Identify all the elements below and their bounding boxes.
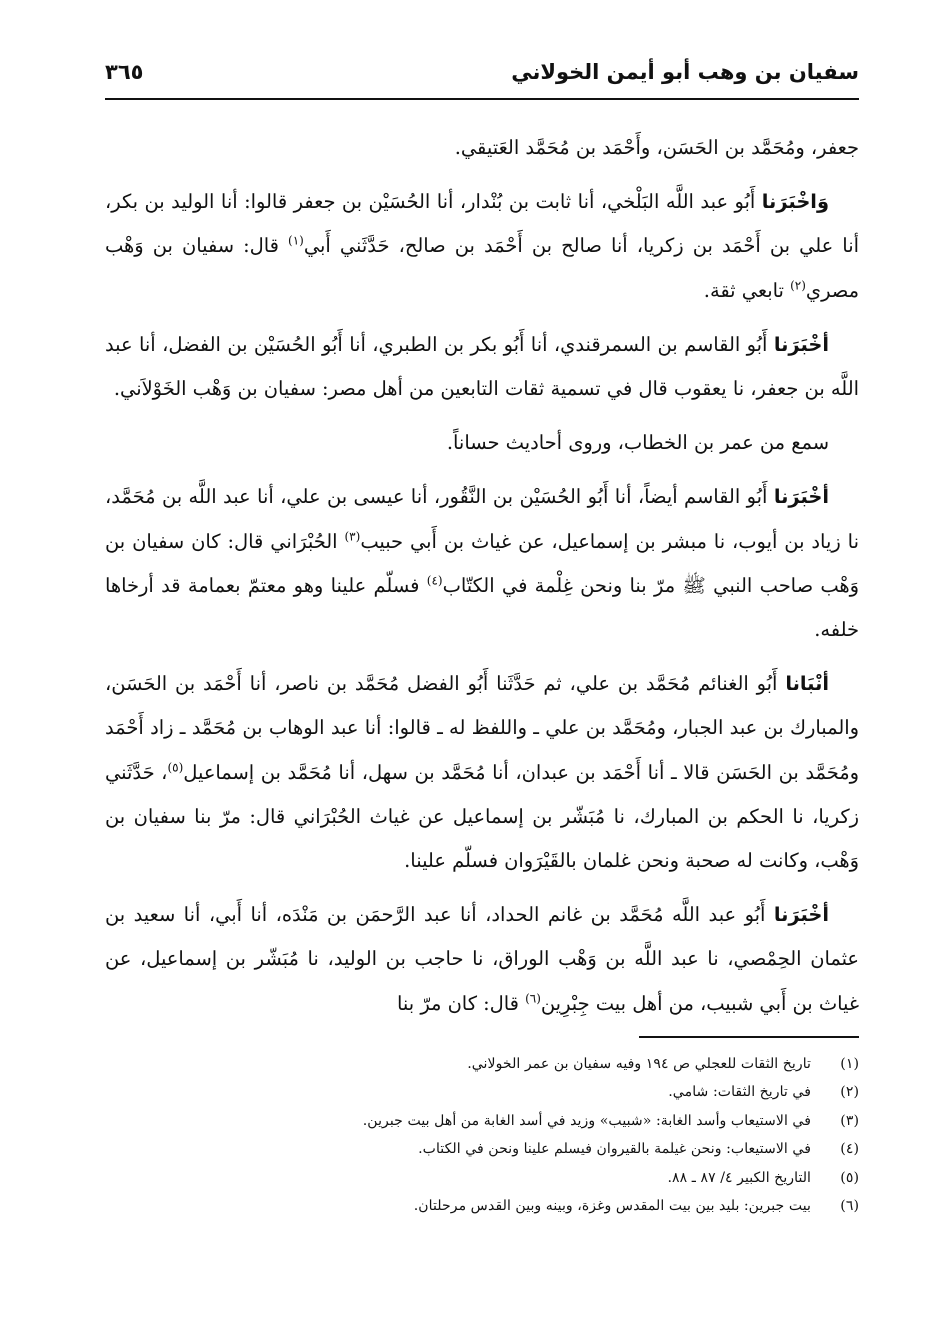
isnad-keyword: أخْبَرَنا [773,485,829,509]
footnote [105,1050,859,1079]
footnote-ref: (٢) [790,278,806,293]
footnote-number: (٦) [840,1198,859,1215]
footnote-number: (١) [840,1055,859,1072]
footnote [105,1107,859,1136]
footnote-divider [639,1036,859,1038]
footnote-number: (٢) [840,1084,859,1101]
paragraph: أنْبَانا أَبُو الغنائم مُحَمَّد بن علي، ثم حَدَّثَنا أَبُو الفضل مُحَمَّد بن ناصر، أنا أَحْمَد بن الحَسَن، والمبارك بن عبد الجبار، ومُحَمَّد بن علي ـ واللفظ له ـ قالوا: أنا عبد الوهاب بن مُحَمَّد ـ زاد أَحْمَد ومُحَمَّد بن الحَسَن قالا ـ أنا أَحْمَد بن عبدان، أنا مُحَمَّد بن سهل، أنا مُحَمَّد بن إسماعيل$^{(٥)}$، حَدَّثَني زكريا، نا الحكم بن المبارك، نا مُبَشّر بن إسماعيل عن غياث الحُبْرَاني قال: مرّ بنا سفيان بن وَهْب، وكانت له صحبة ونحن غلمان بالقَيْرَوان فسلّم علينا. [105,672,860,873]
footnote-ref: (٤) [426,573,443,588]
paragraph: جعفر، ومُحَمَّد بن الحَسَن، وأَحْمَد بن مُحَمَّد العَتيقي. [454,136,859,159]
footnote-ref: (٦) [525,991,541,1006]
footnote [105,1192,859,1221]
footnote-text: بيت جبرين: بليد بين بيت المقدس وغزة، وبينه وبين القدس مرحلتان. [413,1198,811,1215]
footnote-number: (٣) [840,1112,859,1129]
paragraph: أخْبَرَنا أَبُو القاسم بن السمرقندي، أنا أَبُو بكر بن الطبري، أنا أَبُو الحُسَيْن بن الفضل، أنا عبد اللَّه بن جعفر، نا يعقوب قال في تسمية ثقات التابعين من أهل مصر: سفيان بن وَهْب الخَوْلاَني. [105,332,859,401]
paragraph: أخْبَرَنا أَبُو القاسم أيضاً، أنا أَبُو الحُسَيْن بن النَّقُور، أنا عيسى بن علي، أنا عبد اللَّه بن مُحَمَّد، نا زياد بن أيوب، نا مبشر بن إسماعيل، عن غياث بن أَبي حبيب$^{(٣)}$ الحُبْرَاني قال: كان سفيان بن وَهْب صاحب النبي ﷺ مرّ بنا ونحن غِلْمة في الكتّاب$^{(٤)}$ فسلّم علينا وهو معتمّ بعمامة قد أرخاها خلفه. [105,485,860,642]
footnote-ref: (٣) [344,529,361,544]
isnad-keyword: أخْبَرَنا [773,332,829,356]
footnote-text: تاريخ الثقات للعجلي ص ١٩٤ وفيه سفيان بن عمر الخولاني. [467,1055,811,1072]
isnad-keyword: أخْبَرَنا [773,903,829,927]
footnote-text: في الاستيعاب: ونحن غيلمة بالقيروان فيسلم علينا ونحن في الكتاب. [418,1141,811,1158]
isnad-keyword: وَاخْبَرَنا [761,190,829,214]
footnote-number: (٥) [840,1169,859,1186]
footnote-text: التاريخ الكبير ٤/ ٨٧ ـ ٨٨. [667,1169,811,1186]
running-title: سفيان بن وهب أبو أيمن الخولاني [511,60,859,84]
footnote-ref: (١) [288,233,304,248]
footnote-text: في الاستيعاب وأسد الغابة: «شبيب» وزيد في أسد الغابة من أهل بيت جبرين. [362,1112,811,1129]
footnote-ref: (٥) [167,760,184,775]
paragraph: وَاخْبَرَنا أَبُو عبد اللَّه البَلْخي، أنا ثابت بن بُنْدار، أنا الحُسَيْن بن جعفر قالوا: أنا الوليد بن بكر، أنا علي بن أَحْمَد بن زكريا، أنا صالح بن أَحْمَد بن صالح، حَدَّثَني أَبي$^{(١)}$ قال: سفيان بن وَهْب مصري$^{(٢)}$ تابعي ثقة. [105,190,860,302]
footnote-text: في تاريخ الثقات: شامي. [668,1084,811,1101]
footnote [105,1164,859,1193]
paragraph: سمع من عمر بن الخطاب، وروى أحاديث حساناً. [446,431,829,455]
running-head [105,60,859,100]
footnote [105,1135,859,1164]
main-text [105,126,859,1026]
page-number: ٣٦٥ [105,60,144,84]
footnotes [105,1050,859,1221]
footnote-number: (٤) [840,1141,859,1158]
isnad-keyword: أنْبَانا [785,672,829,696]
footnote [105,1078,859,1107]
paragraph: أخْبَرَنا أَبُو عبد اللَّه مُحَمَّد بن غانم الحداد، أنا عبد الرَّحمَن بن مَنْدَه، أنا أَبي، أنا سعيد بن عثمان الحِمْصي، نا عبد اللَّه بن وَهْب الوراق، نا حاجب بن الوليد، نا مُبَشّر بن إسماعيل، عن غياث بن أَبي شبيب، من أهل بيت جِبْرِين$^{(٦)}$ قال: كان مرّ بنا [105,903,859,1015]
